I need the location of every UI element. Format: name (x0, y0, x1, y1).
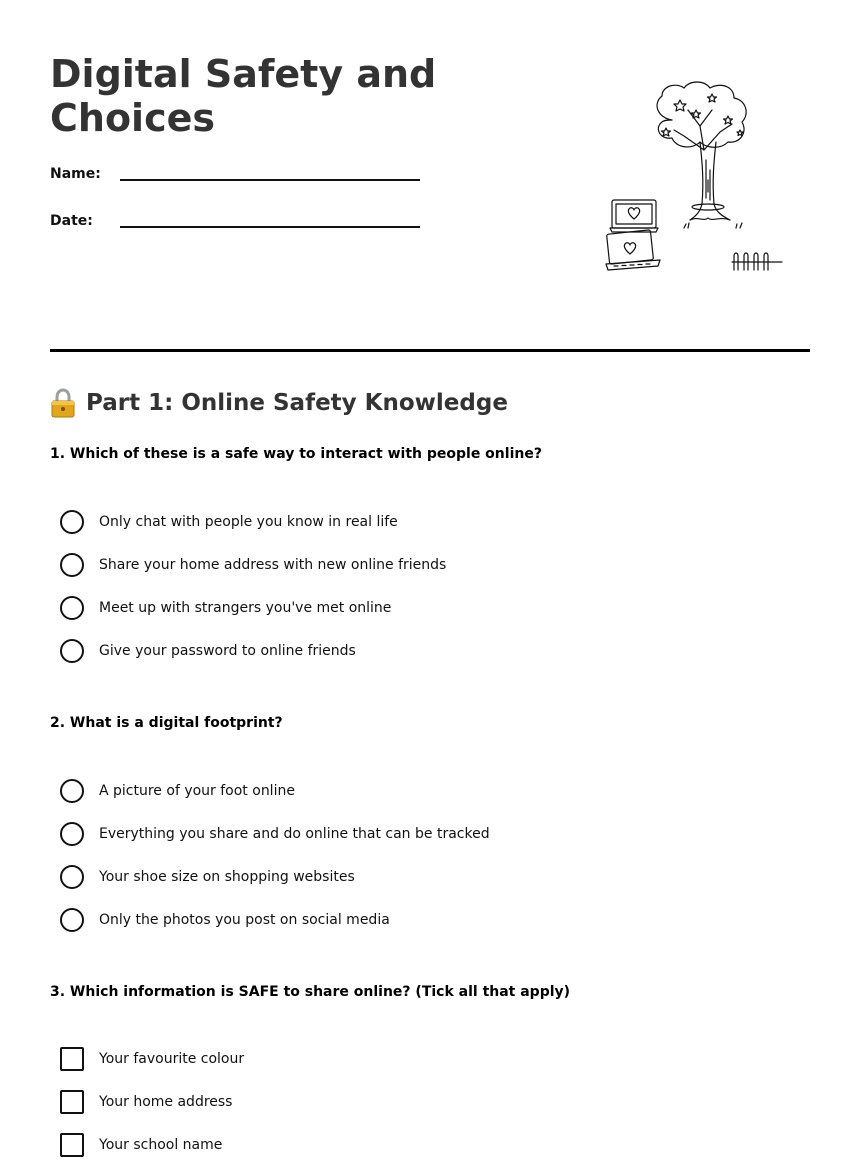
canopy-star (708, 94, 717, 102)
name-label: Name: (50, 166, 101, 182)
laptop-screen-inner-top (616, 204, 652, 224)
option-label: Share your home address with new online friends (99, 557, 447, 573)
radio-button[interactable] (60, 510, 84, 534)
trunk-band (692, 204, 724, 210)
part1-title-text: Part 1: Online Safety Knowledge (86, 390, 508, 416)
option-label: A picture of your foot online (99, 783, 295, 799)
fence (732, 253, 782, 270)
q1-option-2[interactable] (60, 552, 446, 578)
checkbox[interactable] (60, 1133, 84, 1157)
option-label: Meet up with strangers you've met online (99, 600, 392, 616)
tree-laptops-illustration (600, 80, 790, 280)
trunk-texture (706, 160, 710, 200)
question-2: 2. What is a digital footprint? (50, 715, 283, 731)
heart-icon (628, 208, 639, 219)
radio-button[interactable] (60, 865, 84, 889)
lock-icon (50, 388, 76, 418)
radio-button[interactable] (60, 822, 84, 846)
option-label: Your favourite colour (99, 1051, 245, 1067)
question-3: 3. Which information is SAFE to share online? (Tick all that apply) (50, 984, 571, 1000)
option-label: Only the photos you post on social media (99, 912, 390, 928)
radio-button[interactable] (60, 779, 84, 803)
date-field-row (50, 213, 430, 237)
canopy-star (674, 100, 686, 111)
laptop-screen-bottom (607, 230, 654, 264)
canopy-star (724, 116, 733, 124)
canopy-star (662, 128, 671, 136)
radio-button[interactable] (60, 639, 84, 663)
option-label: Give your password to online friends (99, 643, 356, 659)
q2-option-3[interactable] (60, 864, 355, 890)
q1-option-3[interactable] (60, 595, 391, 621)
question-1: 1. Which of these is a safe way to interact with people online? (50, 446, 542, 462)
q3-option-3[interactable] (60, 1132, 222, 1158)
date-input-line[interactable] (120, 226, 420, 228)
q1-option-1[interactable] (60, 509, 398, 535)
q3-option-2[interactable] (60, 1089, 232, 1115)
option-label: Only chat with people you know in real life (99, 514, 398, 530)
radio-button[interactable] (60, 908, 84, 932)
canopy-star (737, 130, 743, 136)
date-label: Date: (50, 213, 93, 229)
grass-tufts (684, 223, 742, 228)
checkbox[interactable] (60, 1047, 84, 1071)
option-label: Your school name (99, 1137, 223, 1153)
section-divider (50, 349, 810, 352)
tree-roots (690, 218, 730, 220)
option-label: Everything you share and do online that can be tracked (99, 826, 490, 842)
heart-icon (624, 243, 635, 254)
keyboard-keys (614, 264, 650, 266)
name-input-line[interactable] (120, 179, 420, 181)
tree-branches (674, 110, 732, 150)
option-label: Your home address (99, 1094, 233, 1110)
q2-option-2[interactable] (60, 821, 490, 847)
worksheet-title: Digital Safety and Choices (50, 52, 437, 140)
part1-title (50, 388, 508, 418)
option-label: Your shoe size on shopping websites (99, 869, 355, 885)
radio-button[interactable] (60, 553, 84, 577)
radio-button[interactable] (60, 596, 84, 620)
q1-option-4[interactable] (60, 638, 356, 664)
name-field-row (50, 166, 430, 190)
checkbox[interactable] (60, 1090, 84, 1114)
q3-option-1[interactable] (60, 1046, 244, 1072)
q2-option-1[interactable] (60, 778, 295, 804)
q2-option-4[interactable] (60, 907, 390, 933)
